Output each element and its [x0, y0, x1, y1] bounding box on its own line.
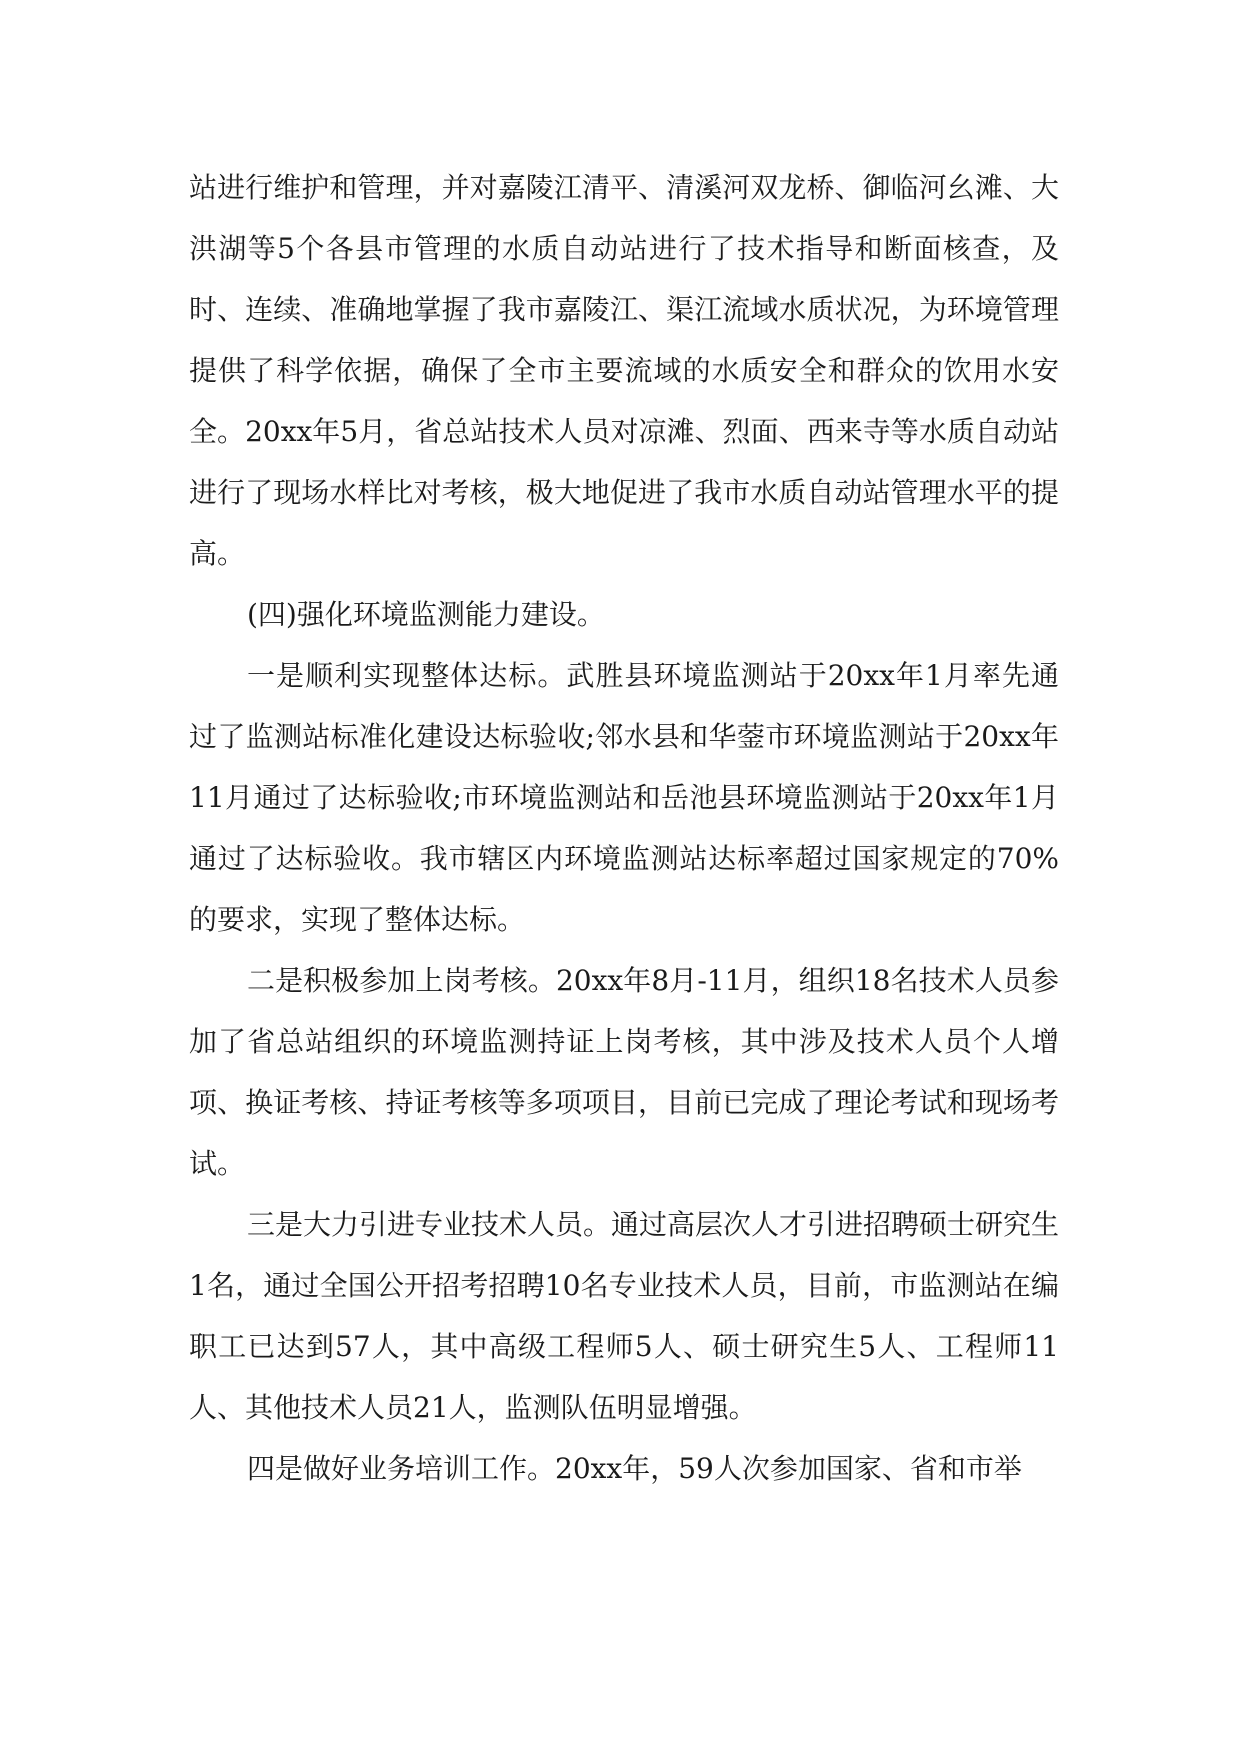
paragraph-talent-recruitment: 三是大力引进专业技术人员。通过高层次人才引进招聘硕士研究生1名，通过全国公开招考招聘10名专业技术人员，目前，市监测站在编职工已达到57人，其中高级工程师5人、硕士研究生5人、工程师11人、其他技术人员21人，监测队伍明显增强。: [189, 1208, 1060, 1424]
paragraph-job-assessment: 二是积极参加上岗考核。20xx年8月-11月，组织18名技术人员参加了省总站组织的环境监测持证上岗考核，其中涉及技术人员个人增项、换证考核、持证考核等多项项目，目前已完成了理论考试和现场考试。: [189, 964, 1059, 1180]
document-body: [189, 157, 1059, 1499]
section-heading-monitoring-capacity: (四)强化环境监测能力建设。: [247, 598, 605, 631]
paragraph-business-training: 四是做好业务培训工作。20xx年，59人次参加国家、省和市举: [247, 1452, 1022, 1485]
paragraph-water-station-maintenance: 站进行维护和管理，并对嘉陵江清平、清溪河双龙桥、御临河幺滩、大洪湖等5个各县市管理的水质自动站进行了技术指导和断面核查，及时、连续、准确地掌握了我市嘉陵江、渠江流域水质状况，为环境管理提供了科学依据，确保了全市主要流域的水质安全和群众的饮用水安全。20xx年5月，省总站技术人员对凉滩、烈面、西来寺等水质自动站进行了现场水样比对考核，极大地促进了我市水质自动站管理水平的提高。: [189, 171, 1059, 570]
paragraph-overall-standard: 一是顺利实现整体达标。武胜县环境监测站于20xx年1月率先通过了监测站标准化建设达标验收;邻水县和华蓥市环境监测站于20xx年11月通过了达标验收;市环境监测站和岳池县环境监测站于20xx年1月通过了达标验收。我市辖区内环境监测站达标率超过国家规定的70%的要求，实现了整体达标。: [189, 659, 1059, 936]
